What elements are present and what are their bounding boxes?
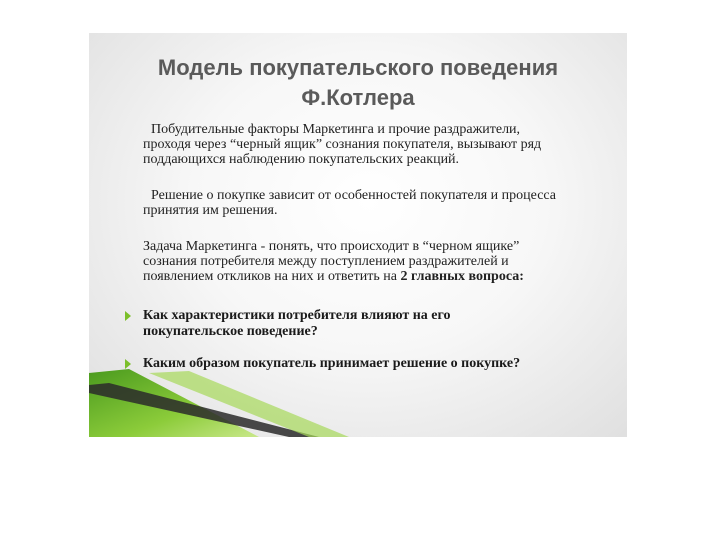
- paragraph-line: проходя через “черный ящик” сознания покупателя, вызывают ряд: [143, 137, 542, 152]
- paragraph-line: [143, 269, 607, 284]
- slide-title: [89, 53, 627, 113]
- paragraph-text: появлением откликов на них и ответить на: [143, 269, 401, 284]
- slide: [89, 33, 627, 437]
- paragraph-line: поддающихся наблюдению покупательских реакций.: [143, 152, 460, 167]
- paragraph-stimuli: [143, 122, 607, 167]
- paragraph-decision: [143, 188, 607, 218]
- bullet-arrow-icon: [125, 359, 131, 369]
- title-line-1: Модель покупательского поведения: [157, 55, 559, 80]
- bullet-question-1: [125, 308, 605, 340]
- title-line-2: Ф.Котлера: [301, 85, 415, 110]
- paragraph-line: Побудительные факторы Маркетинга и прочие раздражители,: [151, 122, 521, 137]
- paragraph-line: сознания потребителя между поступлением раздражителей и: [143, 254, 509, 269]
- paragraph-line: принятия им решения.: [143, 203, 278, 218]
- paragraph-marketing-task: [143, 239, 607, 284]
- paragraph-line: Решение о покупке зависит от особенностей покупателя и процесса: [151, 188, 557, 203]
- bullet-arrow-icon: [125, 311, 131, 321]
- bullet-line: Как характеристики потребителя влияют на его: [143, 308, 451, 323]
- bullet-question-2: [125, 356, 605, 372]
- bullet-line: покупательское поведение?: [143, 324, 318, 339]
- bullet-line: Каким образом покупатель принимает решение о покупке?: [143, 356, 521, 371]
- paragraph-emphasis: 2 главных вопроса:: [400, 269, 524, 284]
- paragraph-line: Задача Маркетинга - понять, что происходит в “черном ящике”: [143, 239, 520, 254]
